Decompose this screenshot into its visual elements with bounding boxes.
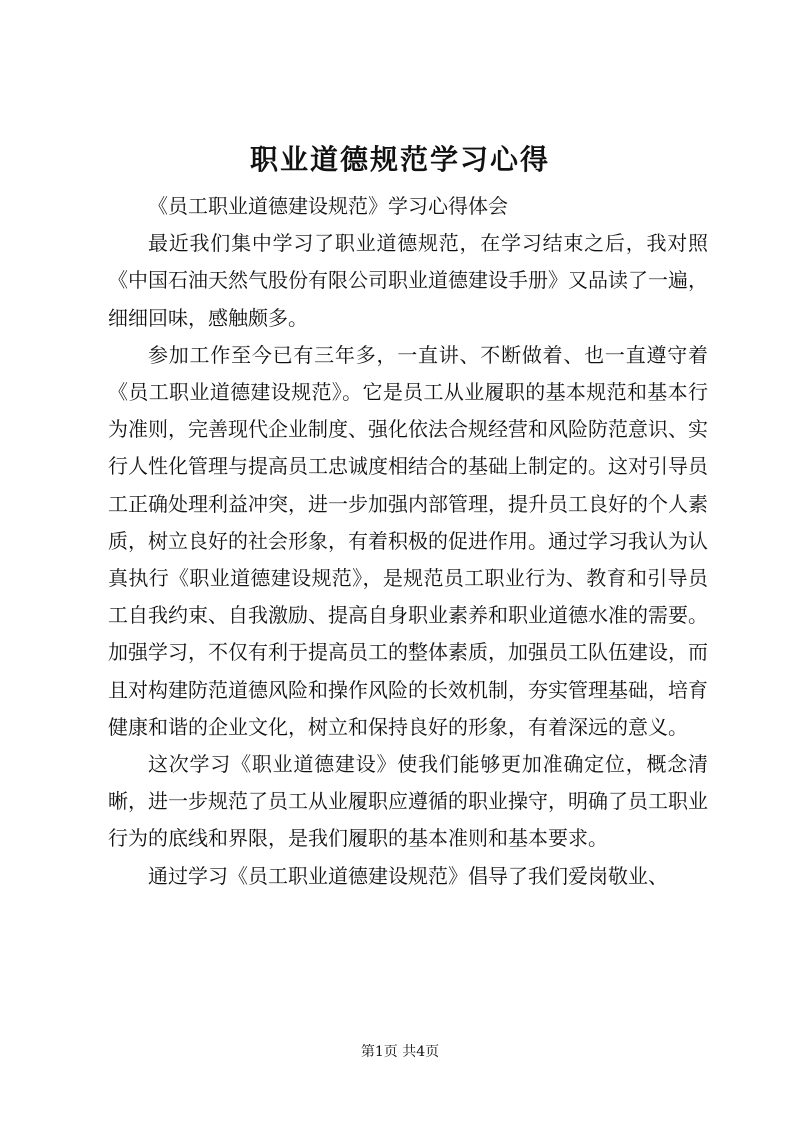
document-body xyxy=(108,188,708,895)
body-paragraph-1: 最近我们集中学习了职业道德规范，在学习结束之后，我对照《中国石油天然气股份有限公司职业道德建设手册》又品读了一遍，细细回味，感触颇多。 xyxy=(108,231,708,330)
body-paragraph-2: 参加工作至今已有三年多，一直讲、不断做着、也一直遵守着《员工职业道德建设规范》。它是员工从业履职的基本规范和基本行为准则，完善现代企业制度、强化依法合规经营和风险防范意识、实行人性化管理与提高员工忠诚度相结合的基础上制定的。这对引导员工正确处理利益冲突，进一步加强内部管理，提升员工良好的个人素质，树立良好的社会形象，有着积极的促进作用。通过学习我认为认真执行《职业道德建设规范》，是规范员工职业行为、教育和引导员工自我约束、自我激励、提高自身职业素养和职业道德水准的需要。加强学习，不仅有利于提高员工的整体素质，加强员工队伍建设，而且对构建防范道德风险和操作风险的长效机制，夯实管理基础，培育健康和谐的企业文化，树立和保持良好的形象，有着深远的意义。 xyxy=(108,342,708,739)
subtitle-paragraph: 《员工职业道德建设规范》学习心得体会 xyxy=(148,194,508,218)
body-paragraph-4: 通过学习《员工职业道德建设规范》倡导了我们爱岗敬业、 xyxy=(148,863,668,888)
body-paragraph-3: 这次学习《职业道德建设》使我们能够更加准确定位，概念清晰，进一步规范了员工从业履职应遵循的职业操守，明确了员工职业行为的底线和界限，是我们履职的基本准则和基本要求。 xyxy=(108,752,708,851)
page-number-footer: 第1页 共4页 xyxy=(360,1044,440,1060)
document-title: 职业道德规范学习心得 xyxy=(249,143,550,176)
